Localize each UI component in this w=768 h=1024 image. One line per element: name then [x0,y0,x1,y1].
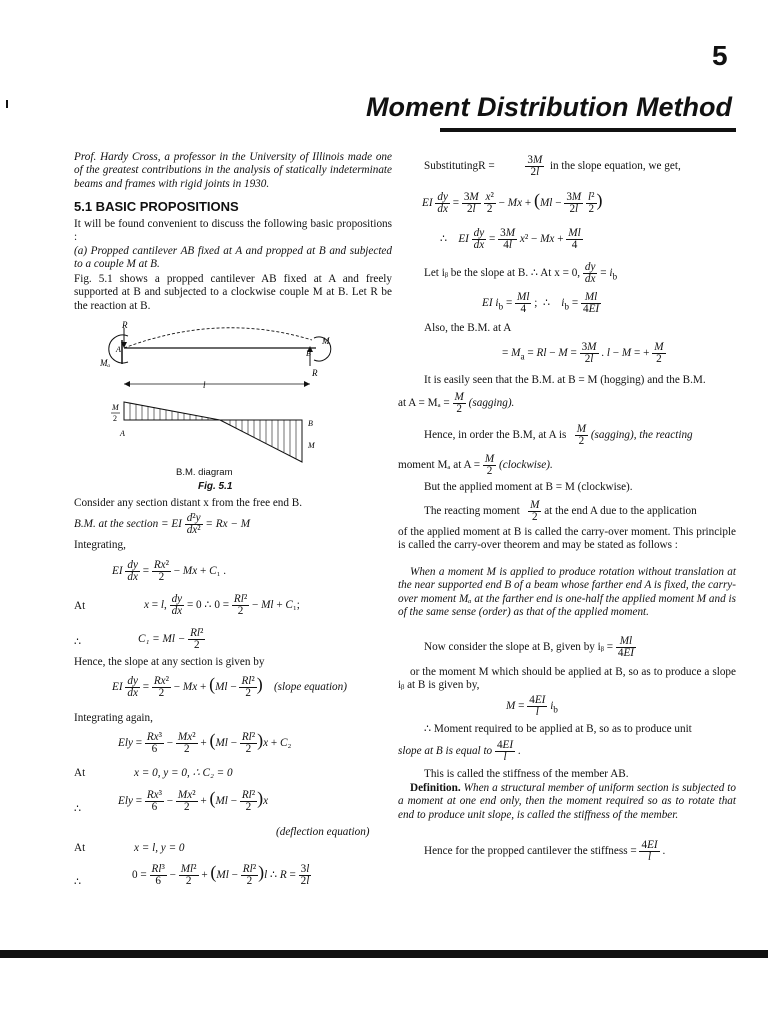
eq-reacting-moment: The reacting moment $\frac{M}{2}$ at the end A due to the application [424,499,697,523]
para-theorem: When a moment M is applied to produce rotation without translation at the near supported end B of a beam whose farther end A is fixed, the carry-over moment Mₐ at the farther end is one-half the applied moment M and is of the same sense (order) as that of the applied moment. [398,566,736,619]
eq-deflection: Ely = $\frac{\text{Rx³}}{6}$ − $\frac{\text{Mx²}}{2}$ + (Ml − $\frac{\text{Rl²}}{2}$ )x [118,788,269,813]
para-case-a: (a) Propped cantilever AB fixed at A and propped at B and subjected to a couple M at B. [74,245,392,271]
page-bottom-bar [0,950,768,958]
label-ma: Mₐ [100,358,111,368]
margin-mark [6,100,8,108]
label-r-top: R [122,320,128,330]
eq-slope-substituted: EI $\frac{dy}{dx}$ = $\frac{3M}{2l}$ $\frac{\text{x²}}{2}$ − Mx + (Ml − $\frac{3M}{2l}$ $\frac{\text{l²}}{2}$ ) [422,190,603,215]
figure-caption: B.M. diagram [176,467,233,478]
label-at-2: At [74,767,86,779]
eq-boundary-1: x = l, $\frac{dy}{dx}$ = 0 ∴ 0 = $\frac{\text{Rl²}}{2}$ − Ml + C₁; [144,593,300,617]
label-bm-m: M [308,441,315,450]
para-stiffness: This is called the stiffness of the member AB. [424,768,629,780]
para-moment-for-slope: or the moment M which should be applied at B, so as to produce a slope iᵦ at B is given by, [398,666,736,692]
eq-first-integral: EI $\frac{dy}{dx}$ = $\frac{\text{Rx²}}{2}$ − Mx + C₁ . [112,559,227,583]
para-easily-seen: It is easily seen that the B.M. at B = M (hogging) and the B.M. [424,374,706,386]
eq-substituting: SubstitutingR = $\frac{3M}{2l}$ in the slope equation, we get, [424,154,681,178]
para-bm-at-a: Also, the B.M. at A [424,322,512,334]
chapter-title: Moment Distribution Method [366,92,732,122]
label-at-1: At [74,600,86,612]
para-propositions: It will be found convenient to discuss the following basic propositions : [74,218,392,244]
eq-cantilever-stiffness: Hence for the propped cantilever the stiffness = $\frac{4EI}{l}$ . [424,839,666,863]
para-carry-over: of the applied moment at B is called the carry-over moment. This principle is called the carry-over theorem and may be stated as follows : [398,526,736,552]
para-definition: Definition. When a structural member of uniform section is subjected to a moment at one end only, then the moment required so as to rotate that end to produce unit slope, is called the stiffness of the member. [398,782,736,821]
para-section-distant: Consider any section distant x from the free end B. [74,497,303,509]
label-l: l [203,380,206,390]
label-deflection-equation: (deflection equation) [276,826,370,838]
therefore-2: ∴ [74,803,82,815]
bm-diagram [111,402,316,462]
title-rule [440,128,736,132]
label-m-over-2-den: 2 [113,414,117,423]
label-bm-a: A [120,429,125,438]
eq-let-slope: Let iᵦ be the slope at B. ∴ At x = 0, $\frac{dy}{dx}$ = $i_b$ [424,261,618,285]
eq-slope: EI $\frac{dy}{dx}$ = $\frac{\text{Rx²}}{2}$ − Mx + (Ml − $\frac{\text{Rl²}}{2}$ ) (slope equation) [112,674,347,699]
label-r-bottom: R [312,368,318,378]
para-applied-moment: But the applied moment at B = M (clockwise). [424,481,633,493]
label-integrating: Integrating, [74,539,126,551]
eq-bm-section: B.M. at the section = EI $\frac{\text{d²y}}{\text{dx²}}$ = Rx − M [74,512,251,536]
label-m-right: M [322,336,330,346]
eq-reaction: 0 = $\frac{\text{Rl³}}{6}$ − $\frac{\text{Ml²}}{2}$ + (Ml − $\frac{\text{Rl²}}{2}$ )l ∴ R = $\frac{3l}{2l}$ [132,862,310,887]
eq-c1: C₁ = Ml − $\frac{\text{Rl²}}{2}$ [138,627,204,651]
eq-ma: = $M_a = Rl - M$ = $\frac{3M}{2l}$ . l − M = + $\frac{M}{2}$ [502,341,664,365]
intro-paragraph: Prof. Hardy Cross, a professor in the University of Illinois made one of the greatest contributions in the analysis of statically indeterminate beams and frames with rigid joints in 1930. [74,151,392,190]
para-slope-intro: Hence, the slope at any section is given by [74,656,265,668]
eq-second-integral: Ely = $\frac{\text{Rx³}}{6}$ − $\frac{\text{Mx²}}{2}$ + (Ml − $\frac{\text{Rl²}}{2}$ )x + C₂ [118,730,292,755]
chapter-number: 5 [712,40,728,71]
eq-moment-ma: moment Mₐ at A = $\frac{M}{2}$ (clockwise). [398,453,553,477]
eq-slope-at-b: Now consider the slope at B, given by iᵦ = $\frac{Ml}{4EI}$ [424,635,635,659]
figure-number: Fig. 5.1 [198,481,233,492]
label-bm-b: B [308,419,313,428]
eq-ib: EI $i_b$ = $\frac{Ml}{4}$ ; ∴ $i_b$ = $\frac{Ml}{4EI}$ [482,291,600,315]
eq-slope-simplified: ∴ EI $\frac{dy}{dx}$ = $\frac{3M}{4l}$ x² − Mx + $\frac{Ml}{4}$ [440,227,581,251]
eq-unit-slope: slope at B is equal to $\frac{4EI}{l}$ . [398,739,521,763]
section-heading: 5.1 BASIC PROPOSITIONS [74,199,239,214]
label-m-over-2-num: M [112,403,119,412]
para-moment-required: ∴ Moment required to be applied at B, so as to produce unit [424,723,692,735]
label-a: A [116,345,121,354]
therefore-3: ∴ [74,876,82,888]
label-b: B [306,349,311,358]
eq-at-a: at A = Mₐ = $\frac{M}{2}$ (sagging). [398,391,515,415]
figure-5-1 [100,318,340,482]
beam-diagram [100,320,331,390]
deflected-shape [124,328,312,348]
eq-m-4ei: M = $\frac{4EI}{l}$ $i_b$ [506,694,558,718]
para-figure-desc: Fig. 5.1 shows a propped cantilever AB fixed at A and freely supported at B and subjected to a clockwise couple M at B. Let R be the reaction at B. [74,273,392,312]
eq-boundary-3: x = l, y = 0 [134,842,185,854]
eq-boundary-2: x = 0, y = 0, ∴ C₂ = 0 [134,767,233,779]
therefore-1: ∴ [74,636,82,648]
eq-hence-reacting: Hence, in order the B.M, at A is $\frac{M}{2}$ (sagging), the reacting [424,423,693,447]
label-integrating-again: Integrating again, [74,712,153,724]
label-at-3: At [74,842,86,854]
